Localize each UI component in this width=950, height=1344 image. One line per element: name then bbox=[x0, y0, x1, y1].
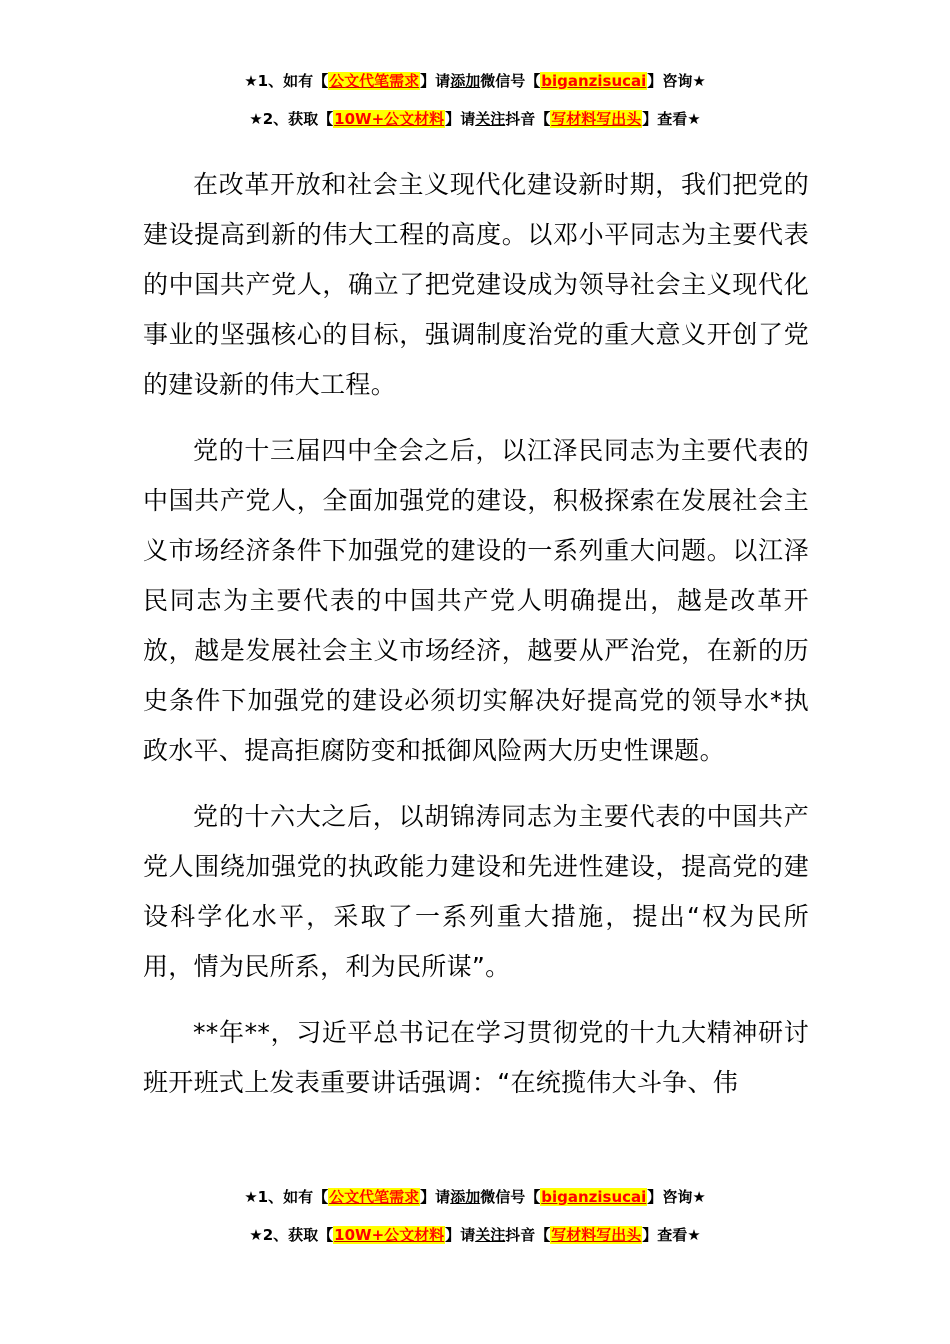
header-notice-line-1 bbox=[0, 70, 950, 108]
highlight-service: 公文代笔需求 bbox=[329, 1188, 420, 1206]
bracket: 【 bbox=[535, 1226, 551, 1244]
bracket: 】 bbox=[647, 1188, 663, 1206]
notice-text: 请 bbox=[460, 110, 476, 128]
notice-text: ★1、如有 bbox=[244, 72, 314, 90]
highlight-service: 公文代笔需求 bbox=[329, 72, 420, 90]
highlight-douyin-account: 写材料写出头 bbox=[551, 1226, 642, 1244]
paragraph: 在改革开放和社会主义现代化建设新时期，我们把党的建设提高到新的伟大工程的高度。以邓小平同志为主要代表的中国共产党人，确立了把党建设成为领导社会主义现代化事业的坚强核心的目标，强调制度治党的重大意义开创了党的建设新的伟大工程。 bbox=[143, 170, 809, 399]
highlight-materials: 10W+公文材料 bbox=[334, 1226, 445, 1244]
bracket: 】 bbox=[642, 1226, 658, 1244]
bracket: 【 bbox=[318, 110, 334, 128]
bracket: 】 bbox=[445, 1226, 461, 1244]
notice-text: ★2、获取 bbox=[249, 110, 319, 128]
notice-text: 抖音 bbox=[505, 1226, 536, 1244]
bracket: 【 bbox=[535, 110, 551, 128]
notice-text: 请 bbox=[460, 1226, 476, 1244]
bracket: 】 bbox=[642, 110, 658, 128]
notice-text-underlined: 添加 bbox=[450, 72, 481, 90]
notice-text: 请 bbox=[435, 1188, 451, 1206]
footer-notice-line-2 bbox=[0, 1224, 950, 1262]
header-notice-line-2 bbox=[0, 108, 950, 146]
bracket: 【 bbox=[313, 72, 329, 90]
bracket: 】 bbox=[445, 110, 461, 128]
paragraph: **年**，习近平总书记在学习贯彻党的十九大精神研讨班开班式上发表重要讲话强调：“在统揽伟大斗争、伟 bbox=[143, 1018, 809, 1097]
notice-text: 咨询★ bbox=[662, 72, 706, 90]
notice-text-underlined: 关注 bbox=[475, 1226, 506, 1244]
bracket: 【 bbox=[525, 1188, 541, 1206]
bracket: 】 bbox=[420, 72, 436, 90]
highlight-wechat-id: biganzisucai bbox=[541, 72, 647, 90]
highlight-wechat-id: biganzisucai bbox=[541, 1188, 647, 1206]
header-banner bbox=[0, 70, 950, 146]
bracket: 】 bbox=[647, 72, 663, 90]
notice-text: 微信号 bbox=[480, 72, 526, 90]
notice-text: 咨询★ bbox=[662, 1188, 706, 1206]
document-body bbox=[143, 160, 809, 1124]
highlight-materials: 10W+公文材料 bbox=[334, 110, 445, 128]
notice-text: 微信号 bbox=[480, 1188, 526, 1206]
notice-text: 查看★ bbox=[657, 1226, 701, 1244]
paragraph: 党的十六大之后，以胡锦涛同志为主要代表的中国共产党人围绕加强党的执政能力建设和先进性建设，提高党的建设科学化水平，采取了一系列重大措施，提出“权为民所用，情为民所系，利为民所谋”。 bbox=[143, 802, 809, 981]
notice-text: ★2、获取 bbox=[249, 1226, 319, 1244]
bracket: 【 bbox=[313, 1188, 329, 1206]
highlight-douyin-account: 写材料写出头 bbox=[551, 110, 642, 128]
notice-text-underlined: 添加 bbox=[450, 1188, 481, 1206]
notice-text: ★1、如有 bbox=[244, 1188, 314, 1206]
bracket: 】 bbox=[420, 1188, 436, 1206]
bracket: 【 bbox=[525, 72, 541, 90]
footer-notice-line-1 bbox=[0, 1186, 950, 1224]
notice-text: 抖音 bbox=[505, 110, 536, 128]
paragraph: 党的十三届四中全会之后，以江泽民同志为主要代表的中国共产党人，全面加强党的建设，积极探索在发展社会主义市场经济条件下加强党的建设的一系列重大问题。以江泽民同志为主要代表的中国共产党人明确提出，越是改革开放，越是发展社会主义市场经济，越要从严治党，在新的历史条件下加强党的建设必须切实解决好提高党的领导水*执政水平、提高拒腐防变和抵御风险两大历史性课题。 bbox=[143, 436, 809, 765]
notice-text: 查看★ bbox=[657, 110, 701, 128]
footer-banner bbox=[0, 1186, 950, 1262]
notice-text-underlined: 关注 bbox=[475, 110, 506, 128]
bracket: 【 bbox=[318, 1226, 334, 1244]
notice-text: 请 bbox=[435, 72, 451, 90]
